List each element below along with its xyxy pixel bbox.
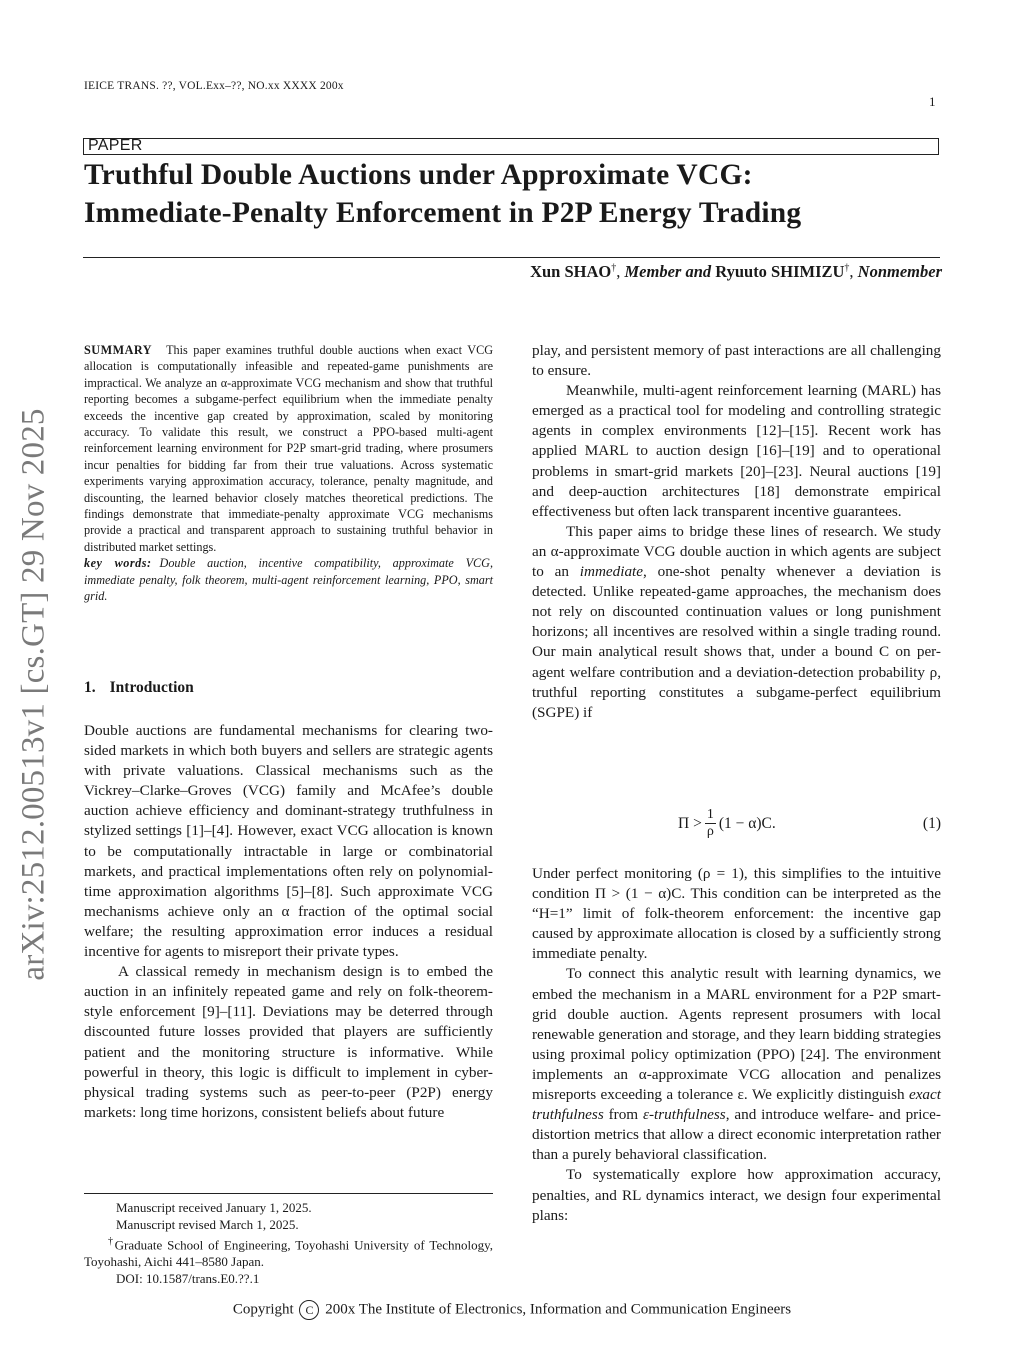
affiliation-footnote	[84, 1233, 493, 1270]
equation-rhs: (1 − α)C.	[718, 814, 776, 832]
keywords-label: key words:	[84, 556, 152, 571]
affiliation-text: Graduate School of Engineering, Toyohashi University of Technology, Toyohashi, Aichi 441–8580 Japan.	[84, 1237, 494, 1270]
manuscript-revised: Manuscript revised March 1, 2025.	[116, 1217, 299, 1232]
arxiv-stamp-container	[0, 380, 68, 1008]
equation-1	[532, 803, 941, 849]
p5-emphasis-1: exact truthfulness	[532, 1086, 941, 1124]
author-2-name: Ryuuto SHIMIZU	[715, 262, 845, 281]
author-2-dagger: †	[844, 262, 850, 274]
doi: DOI: 10.1587/trans.E0.??.1	[116, 1271, 260, 1287]
author-1-role: Member	[624, 262, 682, 281]
intro-paragraph-1: Double auctions are fundamental mechanisms for clearing two-sided markets in which both buyers and sellers are strategic agents with private valuations. Classical mechanisms such as the Vickrey–Clarke–Groves (VCG) family and McAfee’s double auction achieve efficiency and dominant-strategy truthfulness in stylized settings [1]–[4]. However, exact VCG allocation is known to be computationally intractable in large or combinatorial markets, and practical implementations often rely on polynomial-time approximation algorithms [5]–[8]. Such approximate VCG mechanisms achieve only an α fraction of the optimal social welfare; the resulting approximation error induces a residual incentive for agents to misreport their private types.	[84, 722, 493, 961]
copyright-symbol: C	[299, 1300, 319, 1320]
right-paragraph-3	[532, 522, 941, 723]
page-number: 1	[929, 94, 936, 109]
p5-text-b: from	[603, 1106, 643, 1124]
copyright-word: Copyright	[232, 1301, 294, 1318]
author-line: Xun SHAO†, Member and Ryuuto SHIMIZU†, Nonmember	[530, 262, 942, 281]
manuscript-received: Manuscript received January 1, 2025.	[116, 1200, 312, 1215]
paper-label: PAPER	[88, 137, 143, 154]
title-line-2: Immediate-Penalty Enforcement in P2P Energy Trading	[84, 197, 802, 229]
fraction-numerator: 1	[706, 807, 714, 822]
author-1-dagger: †	[611, 262, 617, 274]
paper-title	[84, 156, 954, 232]
footnote-rule	[84, 1193, 493, 1194]
author-2-role: Nonmember	[857, 262, 942, 281]
equation-lhs: Π >	[678, 814, 702, 832]
fraction-denominator: ρ	[706, 824, 714, 839]
copyright-footer	[0, 1300, 1024, 1320]
title-rule	[83, 257, 940, 258]
paper-label-box	[83, 138, 939, 155]
right-paragraph-4: Under perfect monitoring (ρ = 1), this simplifies to the intuitive condition Π > (1 − α)C. This condition can be interpreted as the “H=1” limit of folk-theorem enforcement: the incentive gap caused by approximate allocation is closed by a sufficiently strong immediate penalty.	[532, 865, 941, 963]
author-and: and	[685, 262, 712, 281]
equation-fraction	[705, 807, 716, 840]
affiliation-dagger: †	[108, 1236, 115, 1247]
equation-formula	[678, 807, 776, 840]
section-heading	[84, 679, 493, 697]
footnotes	[84, 1199, 493, 1287]
right-paragraph-5	[532, 964, 941, 1165]
p5-text-a: To connect this analytic result with learning dynamics, we embed the mechanism in a MARL environment for a P2P smart-grid double auction. Agents represent prosumers with local renewable generation and storage, and they learn bidding strategies using proximal policy optimization (PPO) [24]. The environment implements an α-approximate VCG allocation and penalizes misreports exceeding a tolerance ε. We explicitly distinguish	[532, 965, 941, 1104]
section-number: 1.	[84, 679, 96, 696]
equation-number: (1)	[922, 815, 941, 832]
right-column-body-top	[532, 341, 941, 723]
arxiv-stamp: arXiv:2512.00513v1 [cs.GT] 29 Nov 2025	[15, 407, 52, 981]
abstract-text: This paper examines truthful double auctions when exact VCG allocation is computationally infeasible and repeated-game punishments are impractical. We analyze an α-approximate VCG mechanism and show that truthful reporting becomes a subgame-perfect equilibrium when the immediate penalty exceeds the incentive gap created by approximation, scaled by monitoring accuracy. To validate this result, we construct a PPO-based multi-agent reinforcement learning environment for P2P smart-grid trading, where prosumers incur penalties for bidding far from their true valuations. Across systematic experiments varying approximation accuracy, tolerance, penalty magnitude, and discounting, the learned behavior closely matches theoretical predictions. The findings demonstrate that immediate-penalty approximate VCG mechanisms provide a practical and transparent approach to sustaining truthful behavior in distributed market settings.	[84, 343, 493, 554]
right-paragraph-2: Meanwhile, multi-agent reinforcement learning (MARL) has emerged as a practical tool for modeling and controlling strategic agents in complex environments [12]–[15]. Recent work has applied MARL to auction design [16]–[19] and to operational problems in smart-grid markets [20]–[23]. Neural auctions [19] and deep-auction architectures [18] demonstrate empirical effectiveness but often lack transparent incentive guarantees.	[532, 382, 941, 520]
p5-emphasis-2: ε-truthfulness	[642, 1106, 726, 1124]
title-line-1: Truthful Double Auctions under Approximate VCG:	[84, 159, 753, 191]
keywords	[84, 555, 493, 604]
abstract-label: SUMMARY	[84, 343, 153, 357]
right-paragraph-1: play, and persistent memory of past interactions are all challenging to ensure.	[532, 342, 941, 380]
right-column-body-bottom	[532, 864, 941, 1226]
abstract	[84, 342, 493, 605]
right-paragraph-6: To systematically explore how approximation accuracy, penalties, and RL dynamics interact, we design four experimental plans:	[532, 1166, 941, 1224]
p3-text-a: This paper aims to bridge these lines of research. We study an α-approximate VCG double auction in which agents are subject to an	[532, 522, 941, 581]
journal-header: IEICE TRANS. ??, VOL.Exx–??, NO.xx XXXX 200x	[84, 80, 344, 92]
left-column-body	[84, 721, 493, 1123]
p5-text-c: , and introduce welfare- and price-distortion metrics that allow a direct economic interpretation rather than a purely behavioral classification.	[532, 1106, 941, 1164]
p3-emphasis: immediate	[579, 563, 644, 581]
intro-paragraph-2: A classical remedy in mechanism design is to embed the auction in an infinitely repeated game and rely on folk-theorem-style enforcement [9]–[11]. Deviations may be deterred through discounted future losses provided that players are sufficiently patient and the monitoring structure is informative. While powerful in theory, this logic is difficult to implement in cyber-physical trading systems such as peer-to-peer (P2P) energy markets: long time horizons, consistent beliefs about future	[84, 963, 493, 1121]
keywords-text: Double auction, incentive compatibility, approximate VCG, immediate penalty, folk theorem, multi-agent reinforcement learning, PPO, smart grid.	[84, 556, 493, 604]
p3-text-b: , one-shot penalty whenever a deviation is detected. Unlike repeated-game approaches, the mechanism does not rely on discounted continuation values or long punishment horizons; all incentives are resolved within a single trading round. Our main analytical result shows that, under a bound C on per-agent welfare contribution and a deviation-detection probability ρ, truthful reporting constitutes a subgame-perfect equilibrium (SGPE) if	[532, 563, 942, 721]
section-title: Introduction	[109, 679, 194, 696]
copyright-text: 200x The Institute of Electronics, Information and Communication Engineers	[325, 1301, 792, 1318]
author-1-name: Xun SHAO	[530, 262, 612, 281]
